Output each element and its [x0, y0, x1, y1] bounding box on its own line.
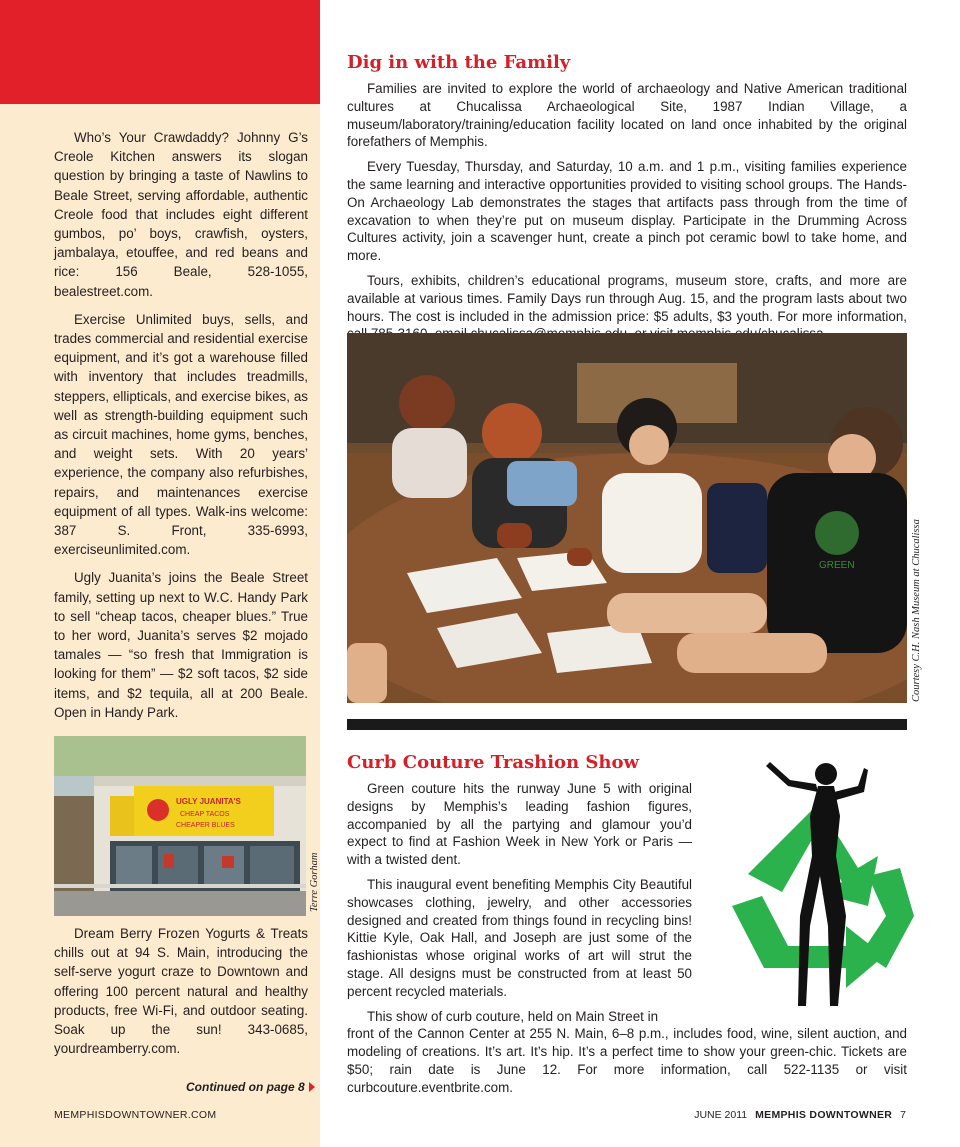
red-header-block: [0, 0, 320, 104]
curb-headline: Curb Couture Trashion Show: [347, 752, 640, 773]
museum-photo-credit: Courtesy C.H. Nash Museum at Chucalissa: [911, 519, 922, 702]
footer-brand: MEMPHIS DOWNTOWNER: [755, 1109, 893, 1121]
sign-line-2: CHEAP TACOS: [180, 811, 230, 818]
footer-info: [694, 1109, 906, 1121]
continued-link[interactable]: [186, 1080, 315, 1094]
footer-site: MEMPHISDOWNTOWNER.COM: [54, 1109, 217, 1121]
storefront-illustration: [54, 736, 306, 916]
sign-line-1: UGLY JUANITA'S: [176, 797, 241, 806]
family-headline: Dig in with the Family: [347, 52, 571, 73]
family-article: [347, 80, 907, 350]
curb-paragraph-3b: front of the Cannon Center at 255 N. Main, 6–8 p.m., includes food, wine, silent auction, and modeling of creations. It’s art. It’s hip. It’s a perfect time to show your green-chic. Tickets are $50; rain date is June 12. For more information, call 522-1135 or visit curbcouture.eventbrite.com.: [347, 1026, 907, 1095]
store-photo-credit: Terre Gorham: [309, 852, 320, 912]
left-articles: [54, 128, 308, 731]
family-paragraph-2: Every Tuesday, Thursday, and Saturday, 10 a.m. and 1 p.m., visiting families experience the same learning and interactive opportunities provided to visiting school groups. The Hands-On Archaeology Lab demonstrates the stages that artifacts pass through from the time of excavation to when they’re put on museum display. Participate in the Drumming Across Cultures activity, join a scavenger hunt, create a pinch pot ceramic bowl to take home, and more.: [347, 159, 907, 264]
exercise-unlimited-paragraph: Exercise Unlimited buys, sells, and trades commercial and residential exercise equipment, and it’s got a warehouse filled with inventory that includes treadmills, steppers, ellipticals, and exercise bikes, as well as strength-building equipment such as circuit machines, home gyms, benches, and weight sets. With 20 years’ experience, the company also refurbishes, repairs, and maintenances exercise equipment of all types. Walk-ins welcome: 387 S. Front, 335-6993, exerciseunlimited.com.: [54, 311, 308, 558]
page-number: 7: [900, 1109, 906, 1121]
crawdaddy-paragraph: Who’s Your Crawdaddy? Johnny G’s Creole Kitchen answers its slogan question by bringing a taste of Nawlins to Beale Street, serving affordable, authentic Creole food that includes eight different gumbos, po’ boys, crawfish, oysters, jambalaya, etouffee, and red beans and rice: 156 Beale, 528-1055, bealestreet.com.: [54, 130, 308, 299]
ugly-juanitas-paragraph: Ugly Juanita’s joins the Beale Street family, setting up next to W.C. Handy Park to sell “cheap tacos, cheaper blues.” True to her word, Juanita’s serves $2 mojado tamales — “so fresh that Immigration is looking for them” — $2 soft tacos, $2 side items, and $2 tequila, all at 200 Beale. Open in Handy Park.: [54, 570, 308, 720]
recycle-icon: [718, 756, 918, 1016]
curb-paragraph-1: Green couture hits the runway June 5 with original designs by Memphis’s leading fashion figures, accompanied by all the partying and glamour you’d expect to find at Fashion Week in New York or Paris — with a twisted dent.: [347, 781, 692, 868]
continue-arrow-icon: [309, 1082, 315, 1092]
kids-classroom-illustration: [347, 333, 907, 703]
recycle-illustration: [718, 756, 918, 1016]
section-divider: [347, 719, 907, 730]
shirt-text: GREEN: [819, 560, 855, 571]
dream-berry-article: [54, 924, 308, 1058]
ugly-juanitas-photo: [54, 736, 306, 916]
curb-paragraph-2: This inaugural event benefiting Memphis City Beautiful showcases clothing, jewelry, and other accessories designed and created from things found in recycling bins! Kittie Kyle, Oak Hall, and Joseph are just some of the fashionistas whose original works of art will strut the stage. All designs must be constructed from at least 50 percent recycled materials.: [347, 876, 692, 999]
curb-paragraph-3a: This show of curb couture, held on Main Street in: [367, 1008, 659, 1024]
continued-text: Continued on page 8: [186, 1080, 305, 1094]
left-sidebar: [0, 0, 320, 1147]
sign-line-3: CHEAPER BLUES: [176, 822, 235, 829]
family-paragraph-1: Families are invited to explore the world of archaeology and Native American traditional cultures at Chucalissa Archaeological Site, 1987 Indian Village, a museum/laboratory/training/education facility located on land once inhabited by the original forefathers of Memphis.: [347, 81, 907, 150]
chucalissa-photo: [347, 333, 907, 703]
family-paragraph-3: Tours, exhibits, children’s educational programs, museum store, crafts, and more are available at various times. Family Days run through Aug. 15, and the program lasts about two hours. The cost is included in the admission price: $5 adults, $3 youth. For more information,: [347, 272, 907, 324]
footer-date: JUNE 2011: [694, 1109, 748, 1121]
dream-berry-paragraph: Dream Berry Frozen Yogurts & Treats chills out at 94 S. Main, introducing the self-serve yogurt craze to Downtown and offering 100 percent natural and healthy products, free Wi-Fi, and outdoor seating. Soak up the sun! 343-0685, yourdreamberry.com.: [54, 926, 308, 1057]
